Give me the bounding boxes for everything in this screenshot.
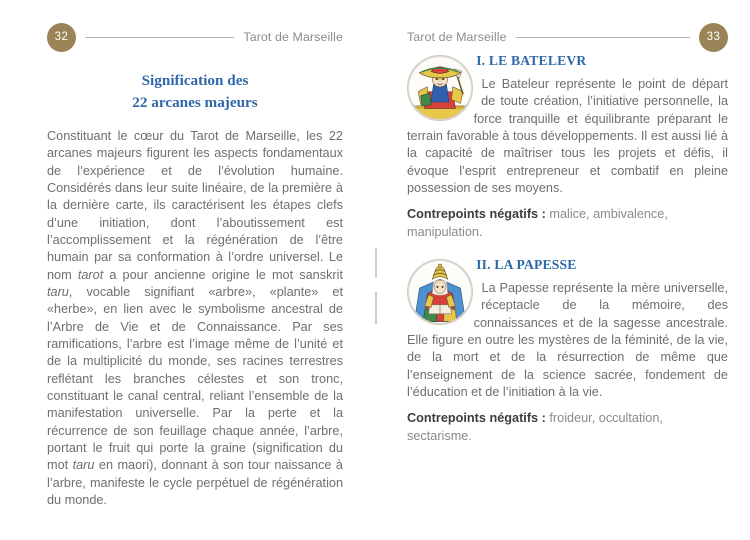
running-head-title-right: Tarot de Marseille [407,30,507,44]
le-bateleur-card-illustration [407,55,473,121]
left-running-head [47,22,343,52]
italic-term-taru-2: taru [72,458,95,473]
intro-text-part-1: Constituant le cœur du Tarot de Marseille, les 22 arcanes majeurs figurent les aspects fondamentaux de l’expérience et de l’évolution humaine. Considérés dans leur suite linéaire, de la première à la dernière carte, ils caractérisent les étapes clefs d’une initiation, dont l’aboutissement est l’accomplissement et la régénération de l’être humain par sa conformation à l’ordre universel. Le nom [47,129,343,282]
arcane-title-papesse: II. LA PAPESSE [476,256,577,272]
counterpoints-bateleur [407,206,728,241]
counterpoints-label-bateleur: Contrepoints négatifs [407,207,539,222]
intro-text-part-3: , vocable signifiant «arbre», «plante» et «herbe», en lien avec le symbolisme ancestral de l’Arbre de Vie et de Connaissance. Par ses ramifications, l’arbre est l’image même de l’unité et de la multiplicité du monde, ses racines terrestres reflétant les branches célestes et son tronc, constituant le canal central, reliant l’ensemble de la manifestation universelle. Par la perte et la récurrence de son feuillage chaque année, l’arbre, portant le fruit qui porte la graine (signification du mot [47,285,343,473]
counterpoints-label-papesse: Contrepoints négatifs [407,411,539,426]
running-head-rule-left [85,37,234,38]
intro-paragraph [47,128,343,509]
page-number-badge-left: 32 [47,23,76,52]
counterpoints-papesse [407,410,728,445]
counterpoints-value-papesse: froideur, occultation, sectarisme. [407,411,663,443]
right-running-head [407,22,728,52]
chapter-title-line-1: Signification des [141,72,249,89]
la-papesse-card-illustration [407,259,473,325]
chapter-title [47,70,343,114]
italic-term-tarot: tarot [77,267,104,282]
arcane-body-bateleur: Le Bateleur représente le point de départ de toute création, l’initiative personnelle, la force tranquille et équilibrante préparant le terrain favorable à tous développements. Il est aussi lié à la capacité de maîtriser tous les projets et défis, il évoque l’esprit entrepreneur et combatif en pleine possession de ses moyens. [407,77,728,195]
intro-text-part-2: a pour ancienne origine le mot sanskrit [103,267,343,282]
intro-text-part-4: en maori), donnant à son tour naissance à l’arbre, manifeste le cycle perpétuel de régénération du monde. [47,458,343,507]
counterpoints-separator-bateleur: : [538,207,550,222]
counterpoints-separator-papesse: : [538,411,550,426]
running-head-rule-right [516,37,690,38]
arcane-body-papesse: La Papesse représente la mère universelle, réceptacle de la mémoire, des connaissances et de la sagesse ancestrale. Elle figure en outre les mystères de la féminité, de la vie, de la mort et de la résurrection de même que l’enseignement de la science sacrée, fondement de l’éducation et de l’initiation à la vie. [407,280,728,399]
arcane-title-bateleur: I. LE BATELEVR [476,53,587,68]
counterpoints-value-bateleur: malice, ambivalence, manipulation. [407,207,668,239]
chapter-title-line-2: 22 arcanes majeurs [132,94,258,112]
arcane-entry-bateleur [407,53,728,241]
arcane-entry-papesse [407,257,728,445]
running-head-title-left: Tarot de Marseille [243,30,343,44]
page-number-badge-right: 33 [699,23,728,52]
right-page [375,0,750,540]
italic-term-taru-1: taru [47,285,69,300]
